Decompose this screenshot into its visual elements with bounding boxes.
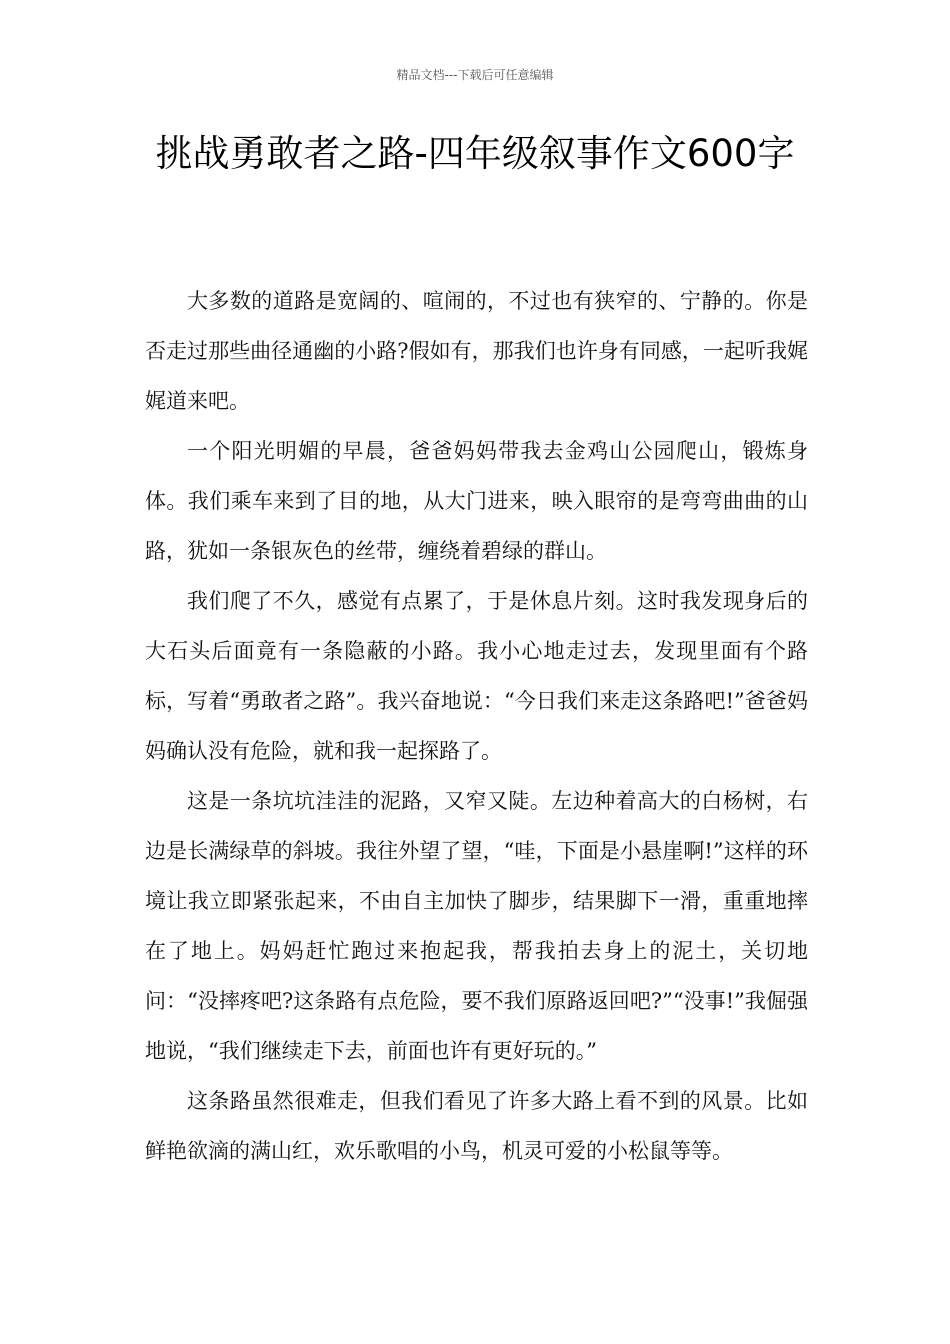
document-title: 挑战勇敢者之路-四年级叙事作文600字 xyxy=(155,132,795,175)
document-body xyxy=(145,276,808,1176)
paragraph-2: 一个阳光明媚的早晨，爸爸妈妈带我去金鸡山公园爬山，锻炼身体。我们乘车来到了目的地，从大门进来，映入眼帘的是弯弯曲曲的山路，犹如一条银灰色的丝带，缠绕着碧绿的群山。 xyxy=(145,439,808,563)
page-header-watermark: 精品文档---下载后可任意编辑 xyxy=(396,68,554,82)
paragraph-5: 这条路虽然很难走，但我们看见了许多大路上看不到的风景。比如鲜艳欲滴的满山红，欢乐歌唱的小鸟，机灵可爱的小松鼠等等。 xyxy=(145,1089,808,1163)
paragraph-4: 这是一条坑坑洼洼的泥路，又窄又陡。左边种着高大的白杨树，右边是长满绿草的斜坡。我往外望了望，“哇，下面是小悬崖啊!”这样的环境让我立即紧张起来，不由自主加快了脚步，结果脚下一滑，重重地摔在了地上。妈妈赶忙跑过来抱起我，帮我拍去身上的泥土，关切地问：“没摔疼吧?这条路有点危险，要不我们原路返回吧?”“没事!”我倔强地说，“我们继续走下去，前面也许有更好玩的。” xyxy=(145,789,808,1063)
paragraph-1: 大多数的道路是宽阔的、喧闹的，不过也有狭窄的、宁静的。你是否走过那些曲径通幽的小路?假如有，那我们也许身有同感，一起听我娓娓道来吧。 xyxy=(145,289,808,413)
paragraph-3: 我们爬了不久，感觉有点累了，于是休息片刻。这时我发现身后的大石头后面竟有一条隐蔽的小路。我小心地走过去，发现里面有个路标，写着“勇敢者之路”。我兴奋地说：“今日我们来走这条路吧!”爸爸妈妈确认没有危险，就和我一起探路了。 xyxy=(145,589,808,763)
